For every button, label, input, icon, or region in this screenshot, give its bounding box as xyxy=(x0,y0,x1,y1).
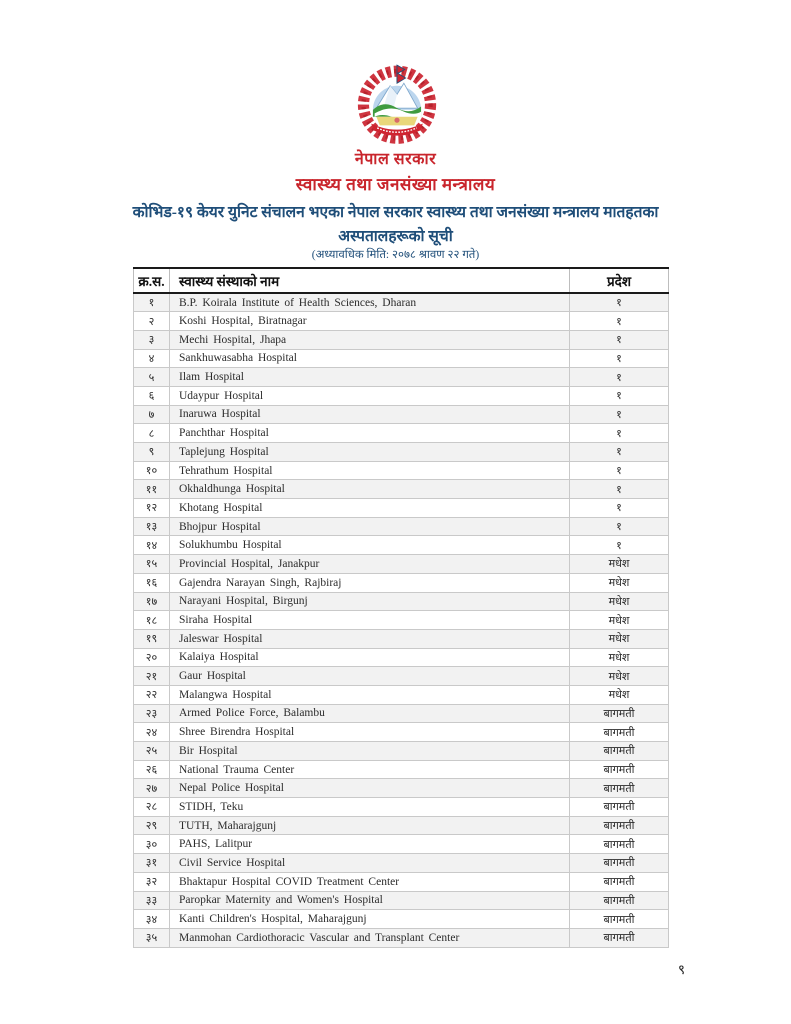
serial-number-cell: ३५ xyxy=(134,928,170,947)
province-cell: १ xyxy=(570,480,669,499)
hospital-name-cell: Taplejung Hospital xyxy=(170,443,570,462)
hospital-name-cell: Malangwa Hospital xyxy=(170,685,570,704)
serial-number-cell: ११ xyxy=(134,480,170,499)
province-cell: बागमती xyxy=(570,704,669,723)
hospital-name-cell: Koshi Hospital, Biratnagar xyxy=(170,312,570,331)
hospital-name-cell: Siraha Hospital xyxy=(170,611,570,630)
table-row xyxy=(134,854,669,873)
province-cell: मधेश xyxy=(570,629,669,648)
province-cell: बागमती xyxy=(570,816,669,835)
serial-number-cell: २७ xyxy=(134,779,170,798)
hospital-name-cell: Tehrathum Hospital xyxy=(170,461,570,480)
serial-number-cell: २४ xyxy=(134,723,170,742)
serial-number-cell: ७ xyxy=(134,405,170,424)
nepal-government-emblem-icon xyxy=(354,60,440,146)
serial-number-cell: ३३ xyxy=(134,891,170,910)
hospital-table-body xyxy=(134,293,669,947)
province-cell: बागमती xyxy=(570,835,669,854)
hospital-name-cell: Khotang Hospital xyxy=(170,499,570,518)
serial-number-cell: १४ xyxy=(134,536,170,555)
hospital-name-cell: Mechi Hospital, Jhapa xyxy=(170,330,570,349)
province-cell: मधेश xyxy=(570,685,669,704)
table-row xyxy=(134,330,669,349)
serial-number-cell: २८ xyxy=(134,798,170,817)
hospital-name-cell: PAHS, Lalitpur xyxy=(170,835,570,854)
hospital-name-cell: Gaur Hospital xyxy=(170,667,570,686)
serial-number-cell: १६ xyxy=(134,573,170,592)
table-row xyxy=(134,742,669,761)
province-cell: बागमती xyxy=(570,723,669,742)
table-row xyxy=(134,723,669,742)
government-name: नेपाल सरकार xyxy=(354,151,437,168)
province-cell: मधेश xyxy=(570,667,669,686)
serial-number-cell: ३४ xyxy=(134,910,170,929)
province-cell: १ xyxy=(570,443,669,462)
province-cell: मधेश xyxy=(570,573,669,592)
province-cell: बागमती xyxy=(570,928,669,947)
province-cell: १ xyxy=(570,386,669,405)
hospital-name-cell: Sankhuwasabha Hospital xyxy=(170,349,570,368)
hospital-name-cell: Paropkar Maternity and Women's Hospital xyxy=(170,891,570,910)
table-row xyxy=(134,704,669,723)
province-cell: बागमती xyxy=(570,910,669,929)
table-row xyxy=(134,816,669,835)
serial-number-cell: २२ xyxy=(134,685,170,704)
province-cell: बागमती xyxy=(570,760,669,779)
serial-number-cell: २१ xyxy=(134,667,170,686)
hospital-name-cell: Civil Service Hospital xyxy=(170,854,570,873)
hospital-name-cell: Gajendra Narayan Singh, Rajbiraj xyxy=(170,573,570,592)
hospital-name-cell: Narayani Hospital, Birgunj xyxy=(170,592,570,611)
table-row xyxy=(134,779,669,798)
table-row xyxy=(134,592,669,611)
serial-number-cell: १७ xyxy=(134,592,170,611)
table-row xyxy=(134,667,669,686)
document-title-line2: अस्पतालहरूको सूची xyxy=(338,228,453,245)
document-title-line1: कोभिड-१९ केयर युनिट संचालन भएका नेपाल सरकार स्वास्थ्य तथा जनसंख्या मन्त्रालय मातहतका xyxy=(132,204,659,221)
province-cell: १ xyxy=(570,424,669,443)
serial-number-cell: ९ xyxy=(134,443,170,462)
province-cell: १ xyxy=(570,293,669,312)
hospital-name-cell: Bir Hospital xyxy=(170,742,570,761)
table-row xyxy=(134,555,669,574)
hospital-name-cell: National Trauma Center xyxy=(170,760,570,779)
serial-number-cell: २० xyxy=(134,648,170,667)
province-cell: बागमती xyxy=(570,872,669,891)
hospital-name-cell: Solukhumbu Hospital xyxy=(170,536,570,555)
province-cell: मधेश xyxy=(570,555,669,574)
hospital-name-cell: TUTH, Maharajgunj xyxy=(170,816,570,835)
serial-number-cell: १२ xyxy=(134,499,170,518)
hospital-table xyxy=(133,267,669,948)
province-cell: बागमती xyxy=(570,779,669,798)
table-row xyxy=(134,629,669,648)
table-row xyxy=(134,349,669,368)
table-row xyxy=(134,293,669,312)
serial-number-cell: १८ xyxy=(134,611,170,630)
table-row xyxy=(134,835,669,854)
table-header-row xyxy=(134,268,669,293)
table-row xyxy=(134,499,669,518)
province-cell: १ xyxy=(570,368,669,387)
hospital-name-cell: Bhaktapur Hospital COVID Treatment Center xyxy=(170,872,570,891)
serial-number-cell: १५ xyxy=(134,555,170,574)
serial-number-cell: ३२ xyxy=(134,872,170,891)
serial-number-cell: १९ xyxy=(134,629,170,648)
hospital-name-cell: Armed Police Force, Balambu xyxy=(170,704,570,723)
serial-number-cell: ४ xyxy=(134,349,170,368)
hospital-name-cell: STIDH, Teku xyxy=(170,798,570,817)
province-cell: मधेश xyxy=(570,592,669,611)
serial-number-cell: ३० xyxy=(134,835,170,854)
hospital-name-cell: Shree Birendra Hospital xyxy=(170,723,570,742)
hospital-name-cell: Nepal Police Hospital xyxy=(170,779,570,798)
serial-number-cell: ८ xyxy=(134,424,170,443)
serial-number-cell: १ xyxy=(134,293,170,312)
hospital-name-cell: Manmohan Cardiothoracic Vascular and Transplant Center xyxy=(170,928,570,947)
province-cell: बागमती xyxy=(570,742,669,761)
table-row xyxy=(134,480,669,499)
table-row xyxy=(134,312,669,331)
serial-number-cell: २५ xyxy=(134,742,170,761)
serial-number-cell: २९ xyxy=(134,816,170,835)
province-cell: १ xyxy=(570,312,669,331)
hospital-name-cell: Bhojpur Hospital xyxy=(170,517,570,536)
hospital-name-cell: Inaruwa Hospital xyxy=(170,405,570,424)
province-cell: १ xyxy=(570,405,669,424)
province-cell: १ xyxy=(570,330,669,349)
hospital-name-cell: Jaleswar Hospital xyxy=(170,629,570,648)
serial-number-cell: ३ xyxy=(134,330,170,349)
hospital-name-cell: Okhaldhunga Hospital xyxy=(170,480,570,499)
hospital-name-cell: B.P. Koirala Institute of Health Sciences, Dharan xyxy=(170,293,570,312)
table-row xyxy=(134,760,669,779)
hospital-name-cell: Kalaiya Hospital xyxy=(170,648,570,667)
serial-number-cell: १० xyxy=(134,461,170,480)
table-row xyxy=(134,461,669,480)
table-row xyxy=(134,517,669,536)
serial-number-cell: २३ xyxy=(134,704,170,723)
updated-date: (अध्यावधिक मिति: २०७८ श्रावण २२ गते) xyxy=(311,249,480,261)
ministry-name: स्वास्थ्य तथा जनसंख्या मन्त्रालय xyxy=(295,175,496,194)
table-row xyxy=(134,872,669,891)
table-row xyxy=(134,405,669,424)
province-cell: मधेश xyxy=(570,611,669,630)
serial-number-cell: २६ xyxy=(134,760,170,779)
province-cell: १ xyxy=(570,536,669,555)
province-cell: मधेश xyxy=(570,648,669,667)
province-cell: १ xyxy=(570,349,669,368)
table-row xyxy=(134,443,669,462)
table-row xyxy=(134,368,669,387)
table-row xyxy=(134,928,669,947)
table-row xyxy=(134,685,669,704)
table-row xyxy=(134,910,669,929)
column-header-province: प्रदेश xyxy=(570,268,669,293)
hospital-name-cell: Provincial Hospital, Janakpur xyxy=(170,555,570,574)
table-row xyxy=(134,891,669,910)
serial-number-cell: १३ xyxy=(134,517,170,536)
table-row xyxy=(134,386,669,405)
hospital-name-cell: Ilam Hospital xyxy=(170,368,570,387)
hospital-name-cell: Panchthar Hospital xyxy=(170,424,570,443)
province-cell: बागमती xyxy=(570,854,669,873)
page-number: ९ xyxy=(678,962,686,977)
table-row xyxy=(134,648,669,667)
table-row xyxy=(134,611,669,630)
serial-number-cell: ३१ xyxy=(134,854,170,873)
province-cell: १ xyxy=(570,499,669,518)
serial-number-cell: ६ xyxy=(134,386,170,405)
column-header-name: स्वास्थ्य संस्थाको नाम xyxy=(170,268,570,293)
province-cell: १ xyxy=(570,517,669,536)
province-cell: १ xyxy=(570,461,669,480)
column-header-serial: क्र.स. xyxy=(134,268,170,293)
province-cell: बागमती xyxy=(570,798,669,817)
serial-number-cell: २ xyxy=(134,312,170,331)
table-row xyxy=(134,536,669,555)
hospital-name-cell: Kanti Children's Hospital, Maharajgunj xyxy=(170,910,570,929)
serial-number-cell: ५ xyxy=(134,368,170,387)
province-cell: बागमती xyxy=(570,891,669,910)
table-row xyxy=(134,424,669,443)
table-row xyxy=(134,573,669,592)
table-row xyxy=(134,798,669,817)
hospital-name-cell: Udaypur Hospital xyxy=(170,386,570,405)
